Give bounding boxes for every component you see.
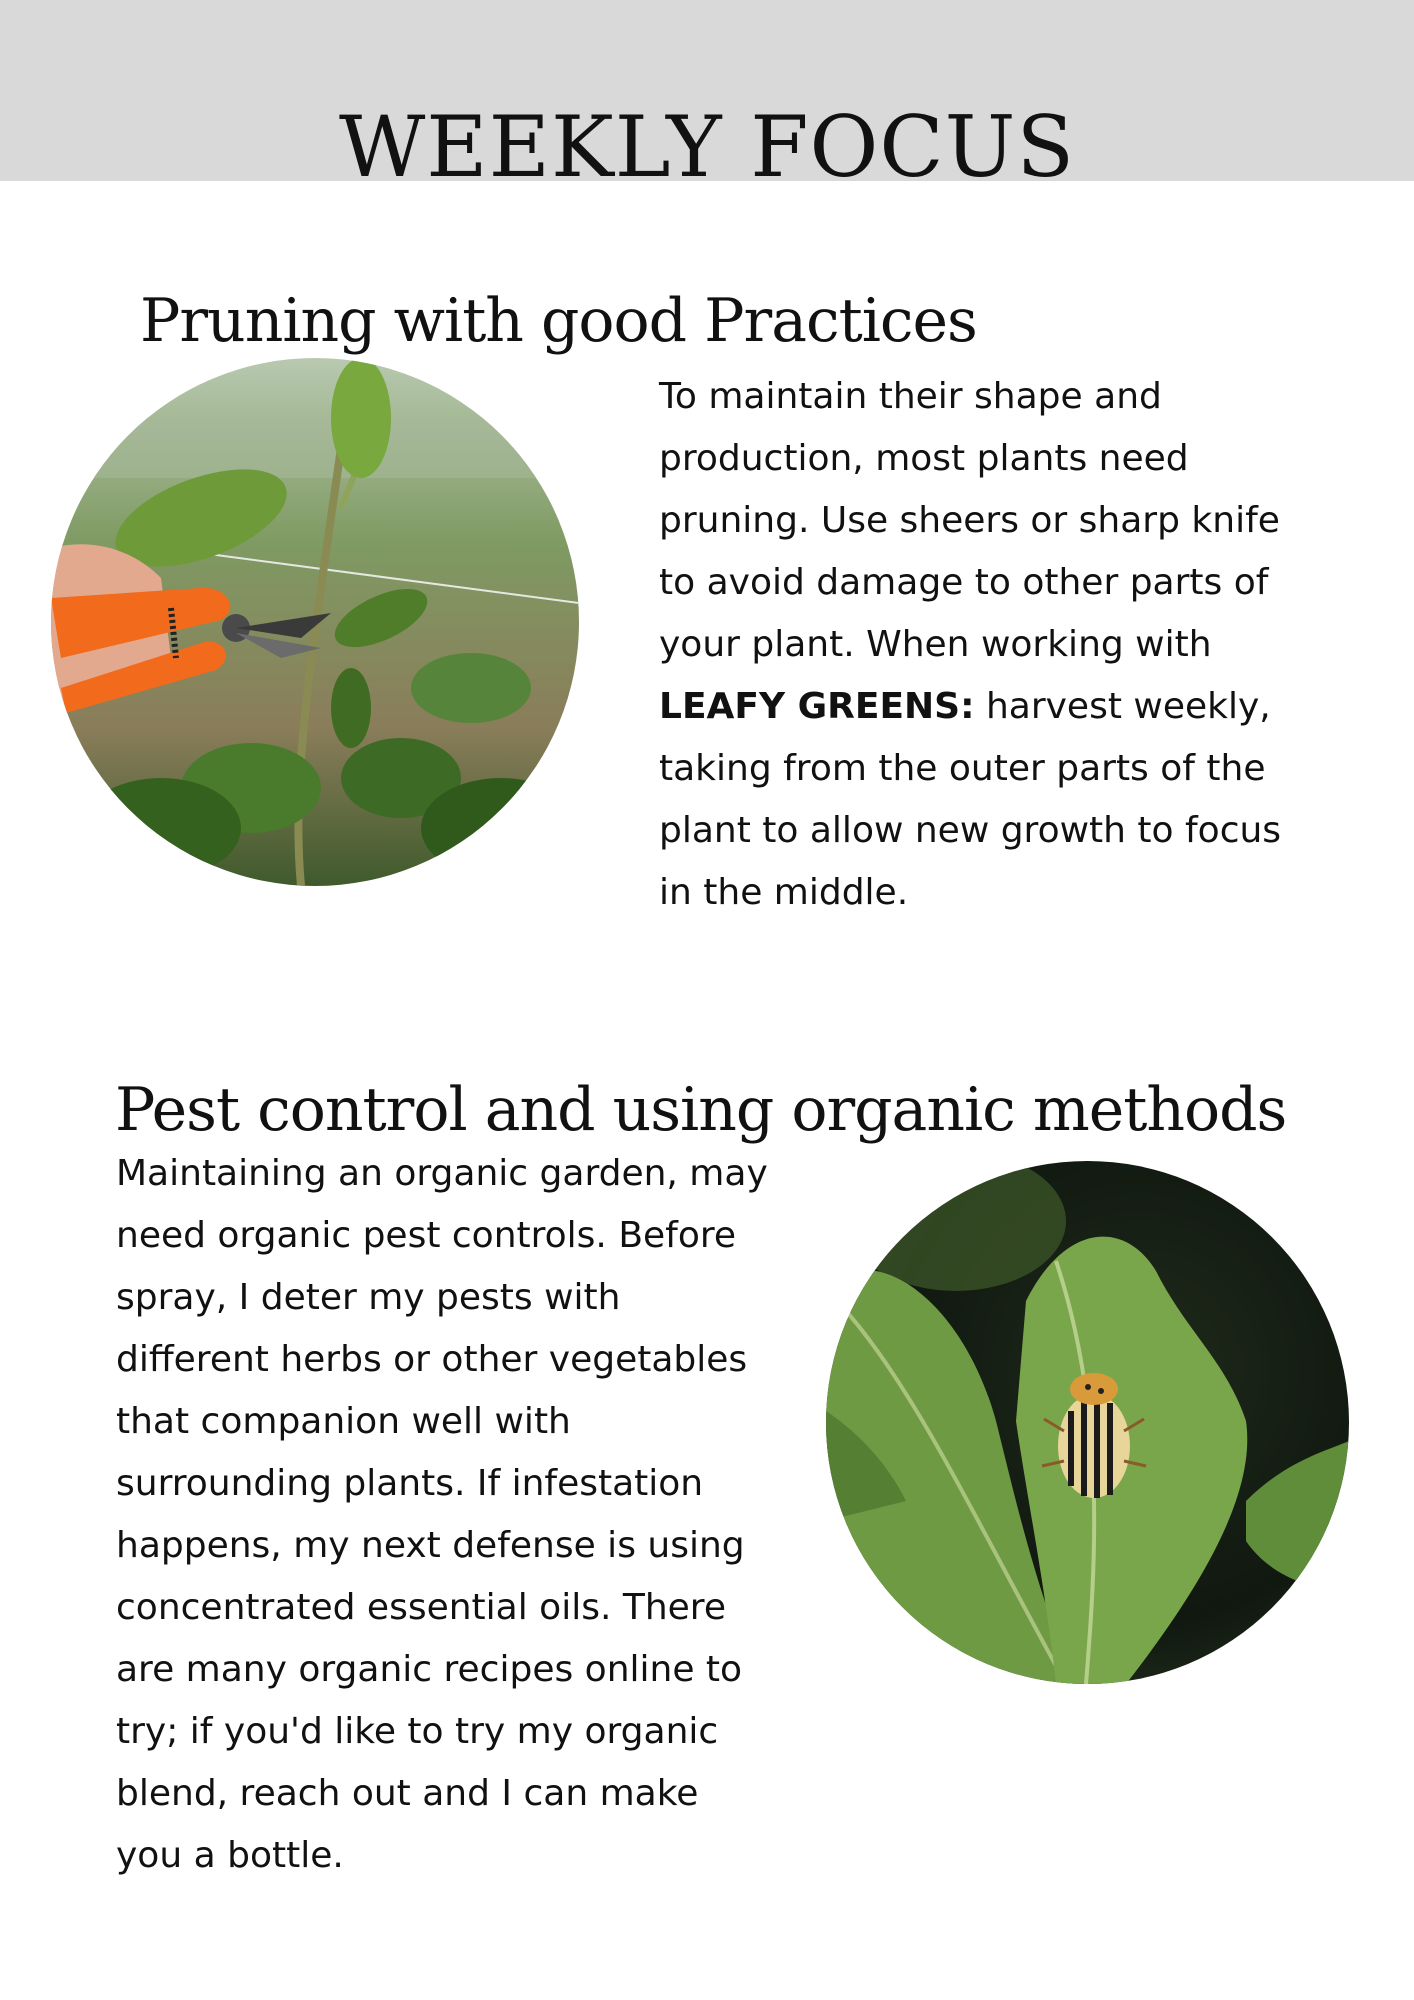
pest-paragraph: [116, 1143, 796, 1887]
paragraph-line: spray, I deter my pests with: [116, 1277, 621, 1318]
paragraph-line: blend, reach out and I can make: [116, 1773, 699, 1814]
paragraph-line: To maintain their shape and: [659, 376, 1162, 417]
section-title-pest: Pest control and using organic methods: [115, 1074, 1287, 1145]
paragraph-line: taking from the outer parts of the: [659, 748, 1266, 789]
pruning-paragraph: [659, 366, 1319, 924]
paragraph-line: concentrated essential oils. There: [116, 1587, 726, 1628]
paragraph-line: try; if you'd like to try my organic: [116, 1711, 719, 1752]
paragraph-line: need organic pest controls. Before: [116, 1215, 737, 1256]
paragraph-line: that companion well with: [116, 1401, 571, 1442]
emphasis-rest: harvest weekly,: [974, 686, 1271, 727]
paragraph-line: you a bottle.: [116, 1835, 344, 1876]
paragraph-line: pruning. Use sheers or sharp knife: [659, 500, 1280, 541]
beetle-on-leaf-photo: [826, 1161, 1349, 1684]
paragraph-line: different herbs or other vegetables: [116, 1339, 748, 1380]
page-title: WEEKLY FOCUS: [338, 97, 1076, 196]
paragraph-line: are many organic recipes online to: [116, 1649, 743, 1690]
paragraph-line: surrounding plants. If infestation: [116, 1463, 704, 1504]
section-title-pruning: Pruning with good Practices: [140, 285, 977, 356]
paragraph-line: to avoid damage to other parts of: [659, 562, 1269, 603]
leafy-greens-label: LEAFY GREENS:: [659, 686, 975, 727]
paragraph-line: Maintaining an organic garden, may: [116, 1153, 768, 1194]
paragraph-line: in the middle.: [659, 872, 909, 913]
pruning-shears-photo: [51, 358, 579, 886]
paragraph-line: your plant. When working with: [659, 624, 1212, 665]
paragraph-line-emphasis: [659, 676, 1319, 738]
paragraph-line: happens, my next defense is using: [116, 1525, 745, 1566]
paragraph-line: production, most plants need: [659, 438, 1189, 479]
paragraph-line: plant to allow new growth to focus: [659, 810, 1282, 851]
